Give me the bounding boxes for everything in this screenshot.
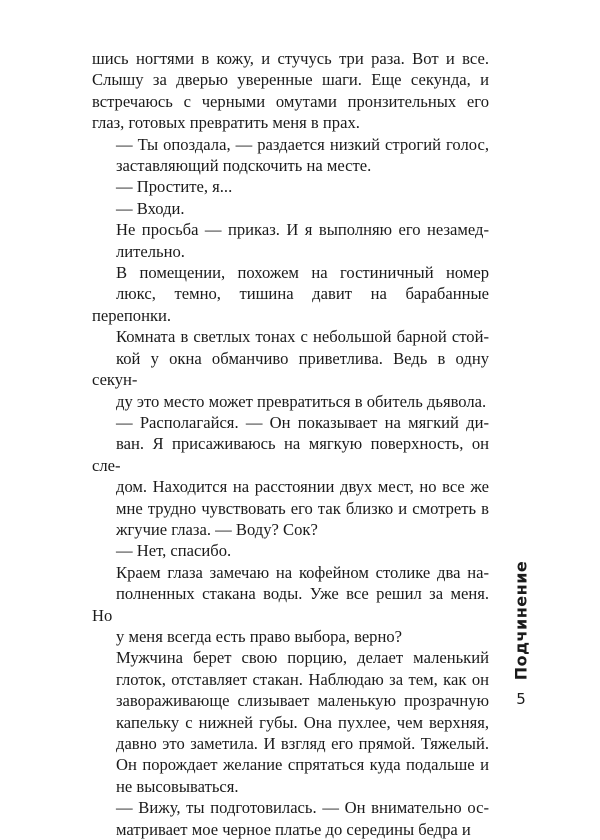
- text-line: жгучие глаза. — Воду? Сок?: [116, 519, 318, 539]
- text-line: — Вижу, ты подготовилась. — Он внимательно ос-: [116, 798, 489, 818]
- paragraph: [92, 412, 489, 540]
- text-line: дом. Находится на расстоянии двух мест, но все же: [116, 477, 489, 497]
- text-line: давно это заметила. И взгляд его прямой. Тяжелый.: [116, 734, 489, 753]
- text-line: ду это место может превратиться в обитель дьявола.: [116, 391, 487, 411]
- text-line: шись ногтями в кожу, и стучусь три раза. Вот и все.: [92, 49, 489, 68]
- paragraph: [92, 48, 489, 134]
- text-line: завораживающе слизывает маленькую прозрачную: [116, 691, 489, 711]
- text-line: капельку с нижней губы. Она пухлее, чем верхняя,: [116, 712, 489, 732]
- text-line: ван. Я присаживаюсь на мягкую поверхность, он сле-: [92, 434, 489, 475]
- text-line: — Располагайся. — Он показывает на мягкий ди-: [116, 412, 489, 432]
- text-line: Не просьба — приказ. И я выполняю его незамед-: [116, 220, 489, 240]
- text-line: полненных стакана воды. Уже все решил за меня. Но: [92, 584, 489, 625]
- text-line: Он порождает желание спрятаться куда подальше и: [116, 755, 489, 775]
- text-line: — Нет, спасибо.: [116, 541, 232, 561]
- text-line: кой у окна обманчиво приветлива. Ведь в одну секун-: [92, 348, 489, 390]
- text-line: глоток, отставляет стакан. Наблюдаю за тем, как он: [116, 669, 489, 689]
- paragraph: [92, 562, 489, 648]
- text-line: Краем глаза замечаю на кофейном столике два на-: [116, 562, 489, 582]
- text-line: — Простите, я...: [116, 177, 233, 197]
- text-line: Мужчина берет свою порцию, делает маленький: [116, 648, 489, 668]
- text-line: не высовываться.: [116, 776, 239, 796]
- paragraph: [92, 540, 489, 561]
- text-line: В помещении, похожем на гостиничный номер: [116, 263, 489, 283]
- running-title: [507, 560, 535, 680]
- paragraph: [92, 262, 489, 412]
- text-line: люкс, темно, тишина давит на барабанные перепонки.: [92, 284, 489, 325]
- paragraph: [92, 219, 489, 262]
- text-line: заставляющий подскочить на месте.: [116, 156, 372, 176]
- paragraph: [92, 797, 489, 840]
- paragraph: [92, 647, 489, 797]
- page-number: 5: [516, 690, 526, 708]
- paragraph: [92, 198, 489, 219]
- text-line: Комната в светлых тонах с небольшой барной стой-: [116, 327, 489, 347]
- text-line: матривает мое черное платье до середины бедра и: [116, 819, 471, 839]
- text-line: лительно.: [116, 241, 185, 261]
- text-line: у меня всегда есть право выбора, верно?: [116, 626, 403, 646]
- paragraph: [92, 176, 489, 197]
- text-line: мне трудно чувствовать его так близко и смотреть в: [116, 498, 489, 518]
- text-line: глаз, готовых превратить меня в прах.: [92, 113, 360, 133]
- text-line: Слышу за дверью уверенные шаги. Еще секунда, и: [92, 70, 489, 90]
- text-line: встречаюсь с черными омутами пронзительных его: [92, 91, 489, 111]
- page-body-text: [92, 48, 489, 840]
- text-line: — Входи.: [116, 198, 185, 218]
- running-title-text: Подчинение: [511, 560, 531, 680]
- text-line: — Ты опоздала, — раздается низкий строгий голос,: [116, 134, 489, 154]
- paragraph: [92, 134, 489, 177]
